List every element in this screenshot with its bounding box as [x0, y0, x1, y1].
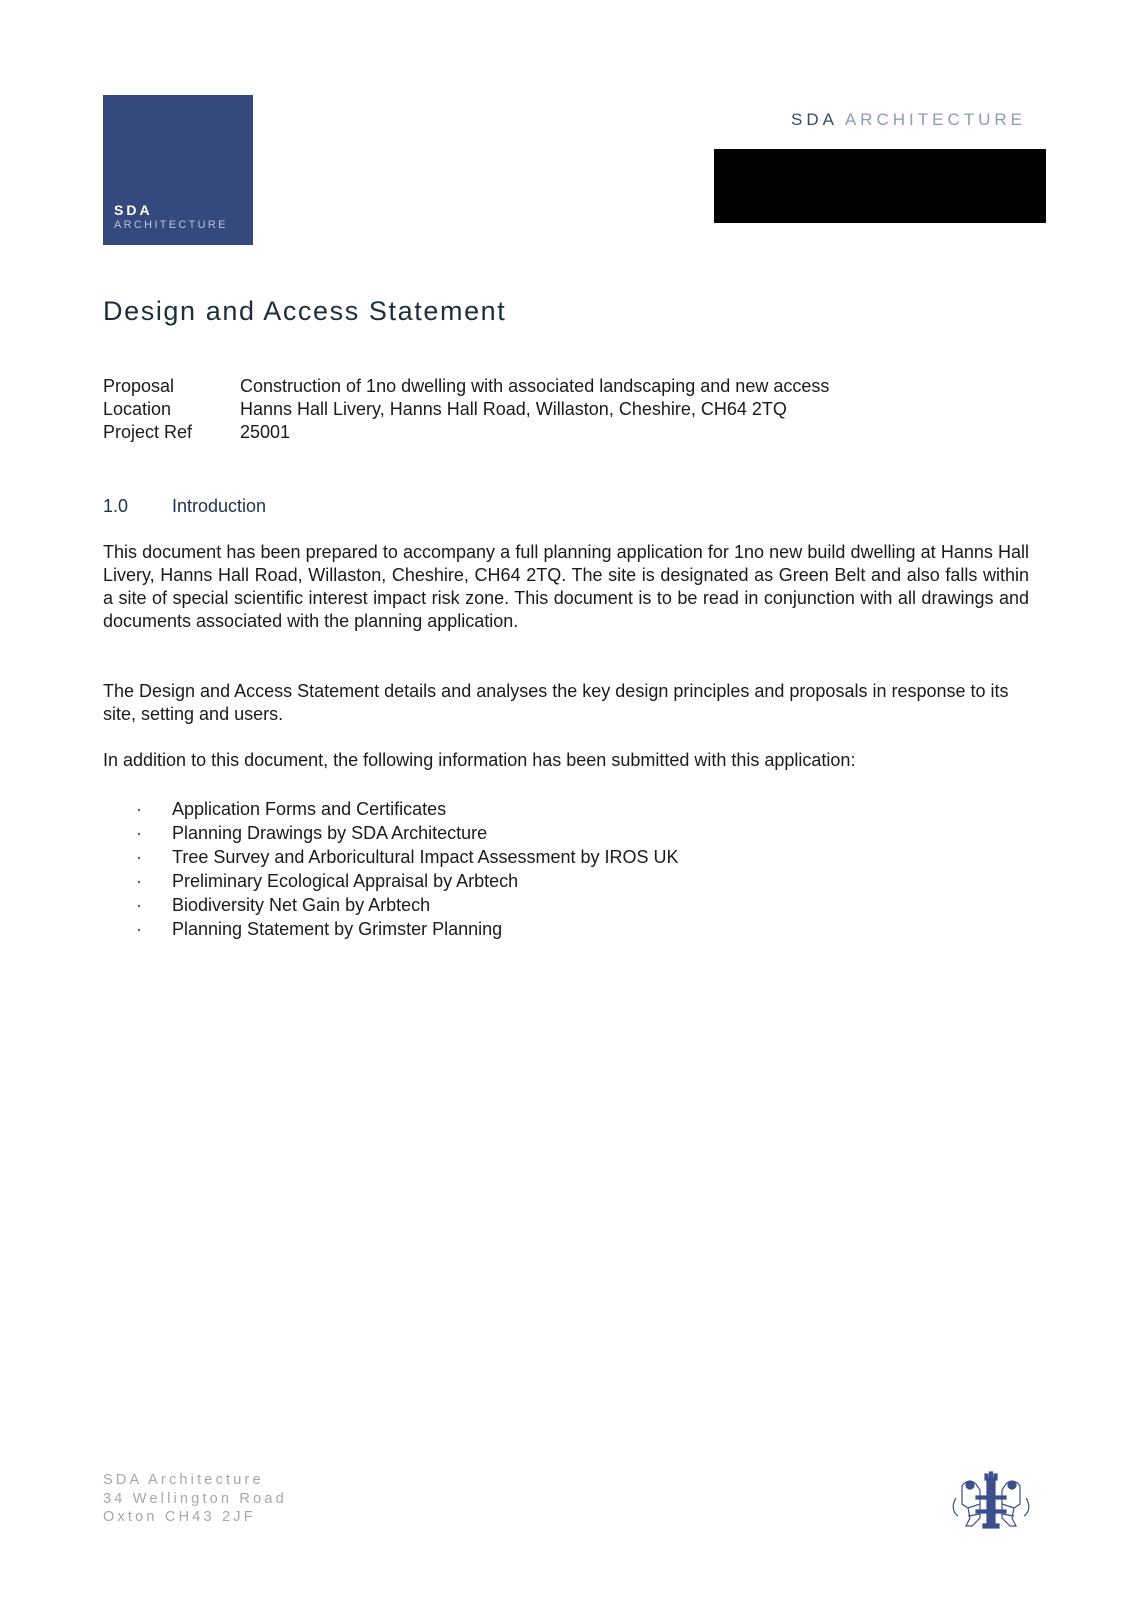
design-paragraph: The Design and Access Statement details and analyses the key design principles and proposals in response to its site, setting and users.: [103, 681, 1009, 724]
list-item-text: Application Forms and Certificates: [172, 799, 447, 819]
list-item-text: Planning Drawings by SDA Architecture: [172, 823, 488, 843]
address-line: 34 Wellington Road: [103, 1490, 287, 1507]
footer-address: [103, 1471, 287, 1527]
header-brand-secondary: ARCHITECTURE: [844, 110, 1026, 129]
meta-label: Proposal: [103, 376, 175, 396]
section-heading: [103, 496, 266, 517]
section-number: 1.0: [103, 496, 129, 516]
meta-label: Location: [103, 399, 172, 419]
meta-value: 25001: [240, 422, 291, 442]
bullet-icon: ·: [136, 799, 142, 819]
section-title: Introduction: [172, 496, 267, 516]
list-item: [103, 821, 679, 845]
meta-row-project-ref: [103, 421, 829, 444]
list-item: [103, 845, 679, 869]
address-line: SDA Architecture: [103, 1472, 264, 1488]
header-brand: [791, 110, 1026, 130]
logo-name: SDA: [114, 202, 153, 218]
company-logo: [103, 95, 253, 245]
meta-label: Project Ref: [103, 422, 193, 442]
document-title: Design and Access Statement: [103, 296, 507, 326]
address-line: Oxton CH43 2JF: [103, 1509, 256, 1525]
list-item: [103, 797, 679, 821]
meta-row-proposal: [103, 375, 829, 398]
redaction-block: [714, 149, 1046, 223]
bullet-icon: ·: [136, 847, 142, 867]
heraldic-crest-icon: [950, 1468, 1032, 1536]
bullet-icon: ·: [136, 895, 142, 915]
meta-value: Construction of 1no dwelling with associated landscaping and new access: [240, 376, 830, 396]
header-brand-primary: SDA: [791, 110, 838, 129]
bullet-icon: ·: [136, 823, 142, 843]
list-item-text: Preliminary Ecological Appraisal by Arbtech: [172, 871, 519, 891]
list-item: [103, 893, 679, 917]
list-item-text: Tree Survey and Arboricultural Impact Assessment by IROS UK: [172, 847, 679, 867]
list-item-text: Planning Statement by Grimster Planning: [172, 919, 503, 939]
submitted-documents-list: [103, 797, 679, 941]
list-item: [103, 917, 679, 941]
list-item-text: Biodiversity Net Gain by Arbtech: [172, 895, 431, 915]
bullet-icon: ·: [136, 919, 142, 939]
intro-paragraph: This document has been prepared to accompany a full planning application for 1no new build dwelling at Hanns Hall Livery, Hanns Hall Road, Willaston, Cheshire, CH64 2TQ. The site is designated as Green Belt and also falls within a site of special scientific interest impact risk zone. This document is to be read in conjunction with all drawings and documents associated with the planning application.: [103, 542, 1029, 631]
meta-value: Hanns Hall Livery, Hanns Hall Road, Willaston, Cheshire, CH64 2TQ: [240, 399, 787, 419]
logo-subtitle: ARCHITECTURE: [114, 219, 228, 231]
project-meta: [103, 375, 829, 444]
submission-paragraph: In addition to this document, the following information has been submitted with this application:: [103, 750, 856, 770]
meta-row-location: [103, 398, 829, 421]
bullet-icon: ·: [136, 871, 142, 891]
list-item: [103, 869, 679, 893]
